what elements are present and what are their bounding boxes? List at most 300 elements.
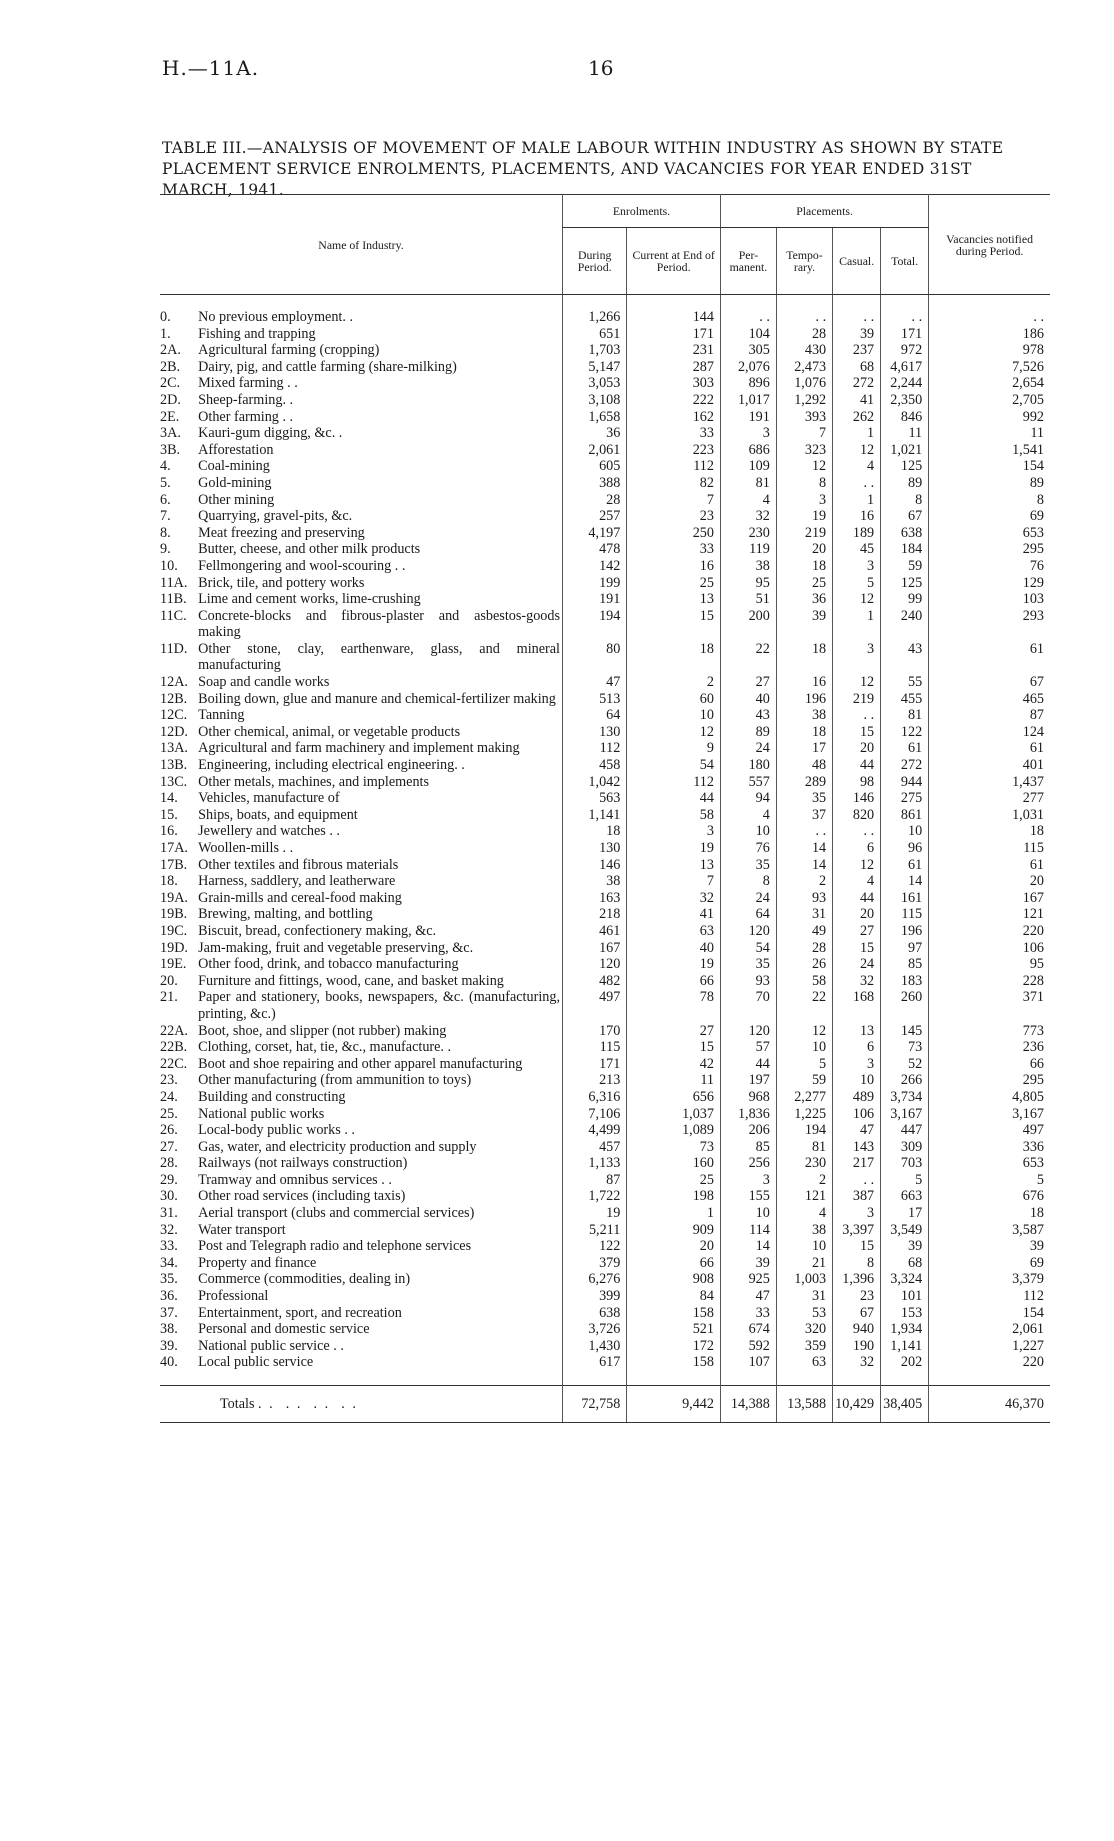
table-row	[160, 724, 1050, 741]
cell-current: 82	[627, 475, 721, 492]
cell-permanent: 4	[720, 492, 776, 509]
cell-casual: 1	[833, 608, 881, 641]
table-row	[160, 923, 1050, 940]
table-row	[160, 442, 1050, 459]
table-row	[160, 790, 1050, 807]
table-row	[160, 1122, 1050, 1139]
cell-during: 167	[563, 940, 627, 957]
cell-vacancies: 465	[929, 691, 1050, 708]
cell-vacancies: 8	[929, 492, 1050, 509]
cell-permanent: 39	[720, 1255, 776, 1272]
cell-casual: 940	[833, 1321, 881, 1338]
cell-current: 7	[627, 492, 721, 509]
cell-casual: 189	[833, 525, 881, 542]
cell-industry: Mixed farming . .	[198, 375, 298, 392]
col-group-enrolments: Enrolments.	[563, 195, 721, 228]
cell-industry: Meat freezing and preserving	[198, 524, 365, 541]
cell-permanent: 3	[720, 425, 776, 442]
cell-total: 52	[881, 1056, 929, 1073]
col-total: Total.	[881, 228, 929, 295]
cell-vacancies: 3,167	[929, 1106, 1050, 1123]
cell-code: 32.	[160, 1221, 178, 1238]
cell-current: 12	[627, 724, 721, 741]
cell-code: 25.	[160, 1105, 178, 1122]
cell-permanent: 89	[720, 724, 776, 741]
table-row	[160, 1155, 1050, 1172]
cell-total: 61	[881, 740, 929, 757]
cell-current: 1,089	[627, 1122, 721, 1139]
total-during: 72,758	[563, 1386, 627, 1423]
cell-casual: . .	[833, 823, 881, 840]
cell-total: 183	[881, 973, 929, 990]
cell-current: 13	[627, 591, 721, 608]
table-row	[160, 1321, 1050, 1338]
cell-vacancies: 154	[929, 1305, 1050, 1322]
cell-code: 12A.	[160, 674, 188, 691]
cell-during: 18	[563, 823, 627, 840]
cell-temporary: 3	[776, 492, 832, 509]
table-row	[160, 1238, 1050, 1255]
cell-vacancies: 1,437	[929, 774, 1050, 791]
cell-current: 18	[627, 641, 721, 674]
cell-industry: Brewing, malting, and bottling	[198, 906, 373, 923]
cell-during: 605	[563, 458, 627, 475]
cell-total: 125	[881, 458, 929, 475]
cell-vacancies: 18	[929, 823, 1050, 840]
cell-temporary: 230	[776, 1155, 832, 1172]
cell-total: 14	[881, 873, 929, 890]
cell-current: 20	[627, 1238, 721, 1255]
cell-total: 309	[881, 1139, 929, 1156]
cell-current: 1,037	[627, 1106, 721, 1123]
cell-vacancies: 1,031	[929, 807, 1050, 824]
cell-code: 39.	[160, 1337, 178, 1354]
cell-code: 3B.	[160, 441, 181, 458]
cell-permanent: 81	[720, 475, 776, 492]
cell-during: 122	[563, 1238, 627, 1255]
cell-industry: No previous employment. .	[198, 309, 353, 325]
cell-vacancies: 497	[929, 1122, 1050, 1139]
cell-total: 5	[881, 1172, 929, 1189]
cell-permanent: 93	[720, 973, 776, 990]
cell-vacancies: 20	[929, 873, 1050, 890]
cell-casual: . .	[833, 1172, 881, 1189]
cell-during: 38	[563, 873, 627, 890]
cell-vacancies: 4,805	[929, 1089, 1050, 1106]
cell-permanent: 44	[720, 1056, 776, 1073]
cell-vacancies: . .	[929, 309, 1050, 326]
cell-during: 497	[563, 989, 627, 1022]
cell-temporary: 289	[776, 774, 832, 791]
cell-temporary: 10	[776, 1238, 832, 1255]
cell-during: 142	[563, 558, 627, 575]
cell-code: 7.	[160, 508, 171, 525]
cell-permanent: 674	[720, 1321, 776, 1338]
cell-permanent: 40	[720, 691, 776, 708]
cell-permanent: 51	[720, 591, 776, 608]
cell-during: 130	[563, 724, 627, 741]
cell-vacancies: 295	[929, 1072, 1050, 1089]
cell-vacancies: 154	[929, 458, 1050, 475]
cell-total: 97	[881, 940, 929, 957]
cell-industry: Other manufacturing (from ammunition to toys)	[198, 1072, 472, 1089]
cell-total: 3,324	[881, 1271, 929, 1288]
cell-industry: National public works	[198, 1105, 325, 1122]
cell-total: 846	[881, 409, 929, 426]
cell-temporary: 1,076	[776, 375, 832, 392]
cell-total: 4,617	[881, 359, 929, 376]
cell-total: 1,021	[881, 442, 929, 459]
cell-vacancies: 336	[929, 1139, 1050, 1156]
cell-vacancies: 401	[929, 757, 1050, 774]
cell-casual: 106	[833, 1106, 881, 1123]
cell-temporary: 12	[776, 1023, 832, 1040]
cell-casual: 10	[833, 1072, 881, 1089]
cell-total: 10	[881, 823, 929, 840]
cell-current: 32	[627, 890, 721, 907]
cell-casual: 67	[833, 1305, 881, 1322]
cell-vacancies: 653	[929, 1155, 1050, 1172]
table-row	[160, 1056, 1050, 1073]
cell-vacancies: 2,061	[929, 1321, 1050, 1338]
table-body	[160, 295, 1050, 1372]
cell-current: 73	[627, 1139, 721, 1156]
cell-during: 47	[563, 674, 627, 691]
cell-casual: 23	[833, 1288, 881, 1305]
cell-code: 13A.	[160, 740, 188, 757]
cell-during: 19	[563, 1205, 627, 1222]
cell-total: 67	[881, 508, 929, 525]
cell-code: 21.	[160, 989, 178, 1006]
table-row	[160, 1305, 1050, 1322]
cell-casual: 44	[833, 890, 881, 907]
cell-industry: Concrete-blocks and fibrous-plaster and asbestos-goods making	[198, 607, 560, 641]
cell-total: 2,244	[881, 375, 929, 392]
cell-temporary: 2	[776, 873, 832, 890]
table-row	[160, 857, 1050, 874]
cell-during: 194	[563, 608, 627, 641]
cell-total: 260	[881, 989, 929, 1022]
cell-during: 1,266	[563, 309, 627, 326]
cell-permanent: 14	[720, 1238, 776, 1255]
cell-during: 2,061	[563, 442, 627, 459]
cell-permanent: 200	[720, 608, 776, 641]
cell-permanent: 43	[720, 707, 776, 724]
col-current-end-period: Current at End of Period.	[627, 228, 721, 295]
cell-casual: 47	[833, 1122, 881, 1139]
cell-current: 19	[627, 956, 721, 973]
cell-code: 12D.	[160, 723, 188, 740]
cell-temporary: 26	[776, 956, 832, 973]
cell-code: 27.	[160, 1138, 178, 1155]
cell-current: 27	[627, 1023, 721, 1040]
cell-current: 656	[627, 1089, 721, 1106]
cell-total: 202	[881, 1354, 929, 1371]
cell-industry: Lime and cement works, lime-crushing	[198, 591, 421, 608]
cell-total: 1,141	[881, 1338, 929, 1355]
cell-during: 482	[563, 973, 627, 990]
cell-code: 14.	[160, 790, 178, 807]
cell-temporary: 121	[776, 1188, 832, 1205]
cell-current: 231	[627, 342, 721, 359]
table-row	[160, 873, 1050, 890]
cell-temporary: 359	[776, 1338, 832, 1355]
cell-industry: Woollen-mills . .	[198, 840, 294, 856]
cell-total: 68	[881, 1255, 929, 1272]
total-temporary: 13,588	[776, 1386, 832, 1423]
cell-temporary: 25	[776, 575, 832, 592]
cell-industry: Kauri-gum digging, &c. .	[198, 425, 343, 442]
cell-current: 287	[627, 359, 721, 376]
cell-casual: 12	[833, 674, 881, 691]
cell-total: 638	[881, 525, 929, 542]
cell-industry: Afforestation	[198, 441, 274, 458]
table-row	[160, 956, 1050, 973]
cell-vacancies: 167	[929, 890, 1050, 907]
cell-permanent: . .	[720, 309, 776, 326]
cell-casual: 27	[833, 923, 881, 940]
cell-vacancies: 773	[929, 1023, 1050, 1040]
cell-code: 33.	[160, 1238, 178, 1255]
cell-temporary: 12	[776, 458, 832, 475]
table-row	[160, 641, 1050, 674]
cell-current: 1	[627, 1205, 721, 1222]
cell-casual: 68	[833, 359, 881, 376]
cell-casual: 5	[833, 575, 881, 592]
cell-permanent: 8	[720, 873, 776, 890]
table-row	[160, 1023, 1050, 1040]
cell-vacancies: 39	[929, 1238, 1050, 1255]
table-row	[160, 359, 1050, 376]
cell-temporary: 22	[776, 989, 832, 1022]
cell-industry: Other road services (including taxis)	[198, 1188, 406, 1205]
cell-casual: 15	[833, 724, 881, 741]
cell-code: 29.	[160, 1171, 178, 1188]
cell-during: 36	[563, 425, 627, 442]
table-row	[160, 840, 1050, 857]
cell-during: 199	[563, 575, 627, 592]
cell-total: 145	[881, 1023, 929, 1040]
cell-industry: Clothing, corset, hat, tie, &c., manufacture. .	[198, 1039, 452, 1056]
cell-during: 5,211	[563, 1222, 627, 1239]
cell-total: 3,549	[881, 1222, 929, 1239]
cell-casual: 41	[833, 392, 881, 409]
cell-permanent: 10	[720, 823, 776, 840]
cell-temporary: 323	[776, 442, 832, 459]
cell-code: 4.	[160, 458, 171, 475]
cell-code: 11B.	[160, 591, 187, 608]
cell-casual: 39	[833, 326, 881, 343]
cell-during: 130	[563, 840, 627, 857]
table-row	[160, 1106, 1050, 1123]
cell-permanent: 686	[720, 442, 776, 459]
cell-casual: 262	[833, 409, 881, 426]
cell-total: 96	[881, 840, 929, 857]
cell-industry: Grain-mills and cereal-food making	[198, 889, 402, 906]
cell-during: 171	[563, 1056, 627, 1073]
total-vacancies: 46,370	[929, 1386, 1050, 1423]
labour-movement-table	[160, 194, 1050, 1423]
cell-temporary: 20	[776, 541, 832, 558]
cell-current: 158	[627, 1305, 721, 1322]
cell-industry: Property and finance	[198, 1254, 317, 1271]
totals-label: Totals . . . . . . . .	[160, 1386, 563, 1423]
cell-during: 257	[563, 508, 627, 525]
cell-vacancies: 3,379	[929, 1271, 1050, 1288]
table-row	[160, 823, 1050, 840]
cell-temporary: 38	[776, 1222, 832, 1239]
cell-temporary: 37	[776, 807, 832, 824]
cell-casual: 3	[833, 558, 881, 575]
cell-permanent: 85	[720, 1139, 776, 1156]
cell-vacancies: 653	[929, 525, 1050, 542]
cell-temporary: 31	[776, 906, 832, 923]
cell-industry: Gold-mining	[198, 474, 272, 491]
cell-permanent: 191	[720, 409, 776, 426]
cell-permanent: 76	[720, 840, 776, 857]
cell-temporary: 10	[776, 1039, 832, 1056]
cell-industry: Aerial transport (clubs and commercial services)	[198, 1205, 475, 1222]
cell-temporary: 1,292	[776, 392, 832, 409]
cell-industry: Coal-mining	[198, 458, 270, 475]
cell-temporary: 17	[776, 740, 832, 757]
cell-current: 54	[627, 757, 721, 774]
page-number: 16	[588, 56, 614, 80]
table-row	[160, 541, 1050, 558]
cell-total: 115	[881, 906, 929, 923]
cell-permanent: 64	[720, 906, 776, 923]
cell-temporary: 219	[776, 525, 832, 542]
cell-code: 19E.	[160, 956, 187, 973]
cell-vacancies: 61	[929, 857, 1050, 874]
cell-code: 6.	[160, 491, 171, 508]
cell-temporary: 2,277	[776, 1089, 832, 1106]
table-row	[160, 1205, 1050, 1222]
cell-during: 146	[563, 857, 627, 874]
cell-vacancies: 1,541	[929, 442, 1050, 459]
cell-total: 3,734	[881, 1089, 929, 1106]
cell-industry: Fellmongering and wool-scouring . .	[198, 557, 406, 574]
cell-casual: 32	[833, 973, 881, 990]
cell-industry: Paper and stationery, books, newspapers, &c. (manufacturing, printing, &c.)	[198, 989, 560, 1022]
cell-during: 112	[563, 740, 627, 757]
cell-during: 638	[563, 1305, 627, 1322]
cell-industry: Jam-making, fruit and vegetable preserving, &c.	[198, 939, 474, 956]
cell-permanent: 119	[720, 541, 776, 558]
cell-permanent: 24	[720, 740, 776, 757]
cell-current: 158	[627, 1354, 721, 1371]
cell-code: 18.	[160, 873, 178, 890]
table-row	[160, 1338, 1050, 1355]
cell-casual: 20	[833, 740, 881, 757]
cell-during: 5,147	[563, 359, 627, 376]
cell-industry: Ships, boats, and equipment	[198, 806, 358, 823]
total-casual: 10,429	[833, 1386, 881, 1423]
cell-current: 303	[627, 375, 721, 392]
cell-permanent: 120	[720, 1023, 776, 1040]
cell-permanent: 3	[720, 1172, 776, 1189]
cell-casual: 8	[833, 1255, 881, 1272]
cell-total: 153	[881, 1305, 929, 1322]
cell-permanent: 2,076	[720, 359, 776, 376]
cell-code: 28.	[160, 1155, 178, 1172]
cell-industry: Other metals, machines, and implements	[198, 773, 430, 790]
cell-vacancies: 220	[929, 923, 1050, 940]
cell-temporary: . .	[776, 823, 832, 840]
cell-code: 11A.	[160, 574, 188, 591]
table-row	[160, 989, 1050, 1022]
cell-code: 10.	[160, 557, 178, 574]
cell-code: 2B.	[160, 358, 181, 375]
cell-permanent: 968	[720, 1089, 776, 1106]
cell-vacancies: 5	[929, 1172, 1050, 1189]
cell-industry: Biscuit, bread, confectionery making, &c.	[198, 922, 437, 939]
table-row	[160, 558, 1050, 575]
cell-total: 85	[881, 956, 929, 973]
cell-casual: . .	[833, 475, 881, 492]
cell-industry: Tanning	[198, 707, 245, 724]
cell-total: 125	[881, 575, 929, 592]
cell-vacancies: 121	[929, 906, 1050, 923]
cell-code: 30.	[160, 1188, 178, 1205]
cell-industry: Railways (not railways construction)	[198, 1155, 408, 1172]
table-row	[160, 940, 1050, 957]
cell-total: 8	[881, 492, 929, 509]
cell-casual: . .	[833, 707, 881, 724]
cell-total: 89	[881, 475, 929, 492]
cell-industry: Other farming . .	[198, 408, 294, 425]
cell-permanent: 95	[720, 575, 776, 592]
cell-casual: 98	[833, 774, 881, 791]
cell-casual: 190	[833, 1338, 881, 1355]
cell-during: 4,499	[563, 1122, 627, 1139]
cell-vacancies: 2,654	[929, 375, 1050, 392]
cell-code: 11D.	[160, 640, 188, 657]
cell-industry: Harness, saddlery, and leatherware	[198, 873, 396, 890]
cell-during: 399	[563, 1288, 627, 1305]
cell-current: 3	[627, 823, 721, 840]
cell-during: 7,106	[563, 1106, 627, 1123]
cell-permanent: 925	[720, 1271, 776, 1288]
cell-casual: 3	[833, 641, 881, 674]
cell-total: 39	[881, 1238, 929, 1255]
cell-total: 703	[881, 1155, 929, 1172]
cell-code: 13C.	[160, 773, 188, 790]
cell-code: 19A.	[160, 889, 188, 906]
cell-vacancies: 69	[929, 508, 1050, 525]
cell-total: 73	[881, 1039, 929, 1056]
cell-current: 2	[627, 674, 721, 691]
cell-vacancies: 277	[929, 790, 1050, 807]
cell-current: 66	[627, 1255, 721, 1272]
cell-total: 59	[881, 558, 929, 575]
cell-during: 1,141	[563, 807, 627, 824]
cell-permanent: 155	[720, 1188, 776, 1205]
cell-during: 3,726	[563, 1321, 627, 1338]
cell-code: 15.	[160, 806, 178, 823]
cell-total: 171	[881, 326, 929, 343]
cell-industry: Other chemical, animal, or vegetable products	[198, 723, 461, 740]
table-row	[160, 458, 1050, 475]
cell-industry: Tramway and omnibus services . .	[198, 1171, 392, 1188]
cell-temporary: 48	[776, 757, 832, 774]
cell-vacancies: 18	[929, 1205, 1050, 1222]
cell-total: 11	[881, 425, 929, 442]
table-row	[160, 508, 1050, 525]
table-row	[160, 492, 1050, 509]
cell-total: 61	[881, 857, 929, 874]
cell-permanent: 104	[720, 326, 776, 343]
